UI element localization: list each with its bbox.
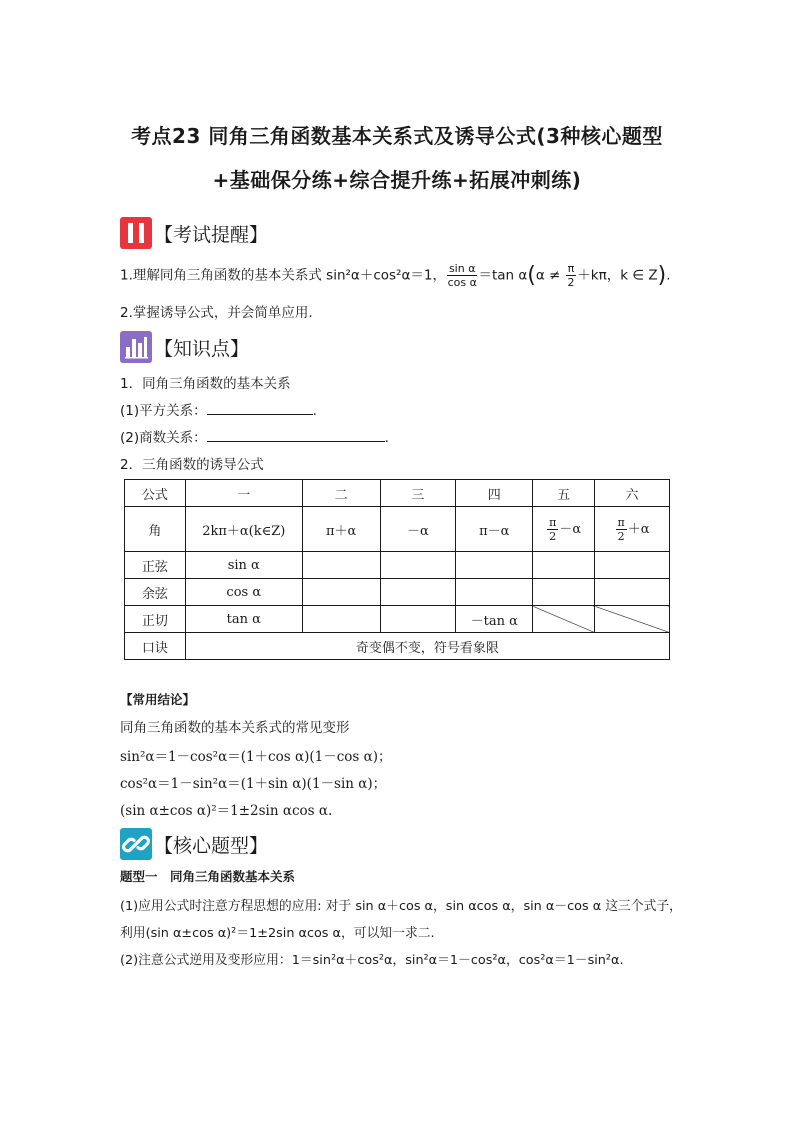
pause-icon — [120, 217, 152, 249]
table-cell: 四 — [456, 480, 533, 507]
table-cell: cos α — [185, 579, 302, 606]
core-paragraph-3: (2)注意公式逆用及变形应用：1＝sin²α＋cos²α，sin²α＝1－cos²α，cos²α＝1－sin²α. — [120, 953, 624, 968]
section-knowledge — [120, 330, 249, 364]
table-cell[interactable] — [456, 552, 533, 579]
table-cell[interactable] — [456, 579, 533, 606]
table-cell[interactable] — [533, 552, 595, 579]
table-cell: 二 — [302, 480, 380, 507]
table-cell: 口诀 — [125, 633, 186, 660]
table-row — [125, 552, 670, 579]
reminder-text: 1.理解同角三角函数的基本关系式 sin²α＋cos²α＝1， — [120, 267, 446, 284]
square-relation: (1)平方关系： . — [120, 403, 317, 419]
reminder-item-1: 1.理解同角三角函数的基本关系式 sin²α＋cos²α＝1， $\frac{\text{sin α}}{\text{cos α}}$ ＝tan α(α ≠ $\frac{\pi}{2}$ ＋kπ，k ∈ Z). — [120, 262, 671, 289]
table-cell: 六 — [595, 480, 670, 507]
fraction: $\frac{\pi}{2}$ — [567, 262, 575, 289]
table-cell[interactable] — [595, 579, 670, 606]
bar-chart-icon — [120, 331, 152, 363]
table-header-row — [125, 480, 670, 507]
identity-line-2: cos²α＝1－sin²α＝(1＋sin α)(1－sin α)； — [120, 776, 387, 792]
table-cell: －tan α — [456, 606, 533, 633]
table-cell[interactable] — [302, 606, 380, 633]
table-cell: $\frac{\pi}{2}$ ＋α — [595, 507, 670, 552]
page-title: 考点23 同角三角函数基本关系式及诱导公式(3种核心题型 — [131, 124, 663, 148]
table-cell[interactable] — [380, 552, 456, 579]
induction-formula-table — [124, 479, 670, 660]
link-icon — [120, 828, 152, 860]
knowledge-heading-2: 2．三角函数的诱导公式 — [120, 457, 264, 473]
table-cell: $\frac{\pi}{2}$ －α — [533, 507, 595, 552]
knowledge-heading-1: 1．同角三角函数的基本关系 — [120, 376, 291, 392]
page-subtitle: +基础保分练+综合提升练+拓展冲刺练) — [212, 168, 582, 192]
core-paragraph-2: 利用(sin α±cos α)²＝1±2sin αcos α，可以知一求二. — [120, 926, 435, 941]
table-cell[interactable] — [595, 552, 670, 579]
diagonal-cell — [595, 606, 670, 633]
table-cell: 角 — [125, 507, 186, 552]
fraction: $\frac{\text{sin α}}{\text{cos α}}$ — [447, 262, 477, 289]
table-cell: 三 — [380, 480, 456, 507]
quotient-relation: (2)商数关系： . — [120, 430, 389, 446]
fill-blank[interactable] — [207, 403, 313, 415]
table-cell: 正弦 — [125, 552, 186, 579]
section-core-types — [120, 827, 268, 861]
table-cell: 五 — [533, 480, 595, 507]
table-cell: π－α — [456, 507, 533, 552]
table-cell: －α — [380, 507, 456, 552]
table-row — [125, 579, 670, 606]
table-cell: π＋α — [302, 507, 380, 552]
identity-line-3: (sin α±cos α)²＝1±2sin αcos α. — [120, 803, 333, 819]
diagonal-cell — [533, 606, 595, 633]
table-cell: sin α — [185, 552, 302, 579]
common-intro: 同角三角函数的基本关系式的常见变形 — [120, 720, 350, 736]
section-title: 【知识点】 — [154, 337, 250, 360]
table-row — [125, 507, 670, 552]
core-paragraph-1: (1)应用公式时注意方程思想的应用: 对于 sin α＋cos α，sin αcos α，sin α－cos α 这三个式子， — [120, 899, 682, 914]
table-cell: 一 — [185, 480, 302, 507]
table-cell[interactable] — [302, 579, 380, 606]
table-cell[interactable] — [380, 606, 456, 633]
question-type-1: 题型一 同角三角函数基本关系 — [120, 869, 296, 884]
fill-blank[interactable] — [207, 430, 385, 442]
table-cell: 正切 — [125, 606, 186, 633]
section-title: 【核心题型】 — [154, 834, 269, 857]
reminder-text: ＝tan α — [478, 267, 528, 284]
table-row — [125, 606, 670, 633]
common-conclusions-heading: 【常用结论】 — [120, 692, 196, 707]
mnemonic-cell: 奇变偶不变，符号看象限 — [185, 633, 669, 660]
table-cell: 余弦 — [125, 579, 186, 606]
table-cell: 公式 — [125, 480, 186, 507]
table-cell[interactable] — [380, 579, 456, 606]
section-exam-reminder — [120, 216, 268, 250]
table-cell[interactable] — [533, 579, 595, 606]
table-cell: tan α — [185, 606, 302, 633]
table-cell[interactable] — [302, 552, 380, 579]
identity-line-1: sin²α＝1－cos²α＝(1＋cos α)(1－cos α)； — [120, 749, 392, 765]
table-cell: 2kπ＋α(k∈Z) — [185, 507, 302, 552]
section-title: 【考试提醒】 — [154, 223, 269, 246]
reminder-item-2: 2.掌握诱导公式，并会简单应用. — [120, 305, 313, 321]
table-row — [125, 633, 670, 660]
